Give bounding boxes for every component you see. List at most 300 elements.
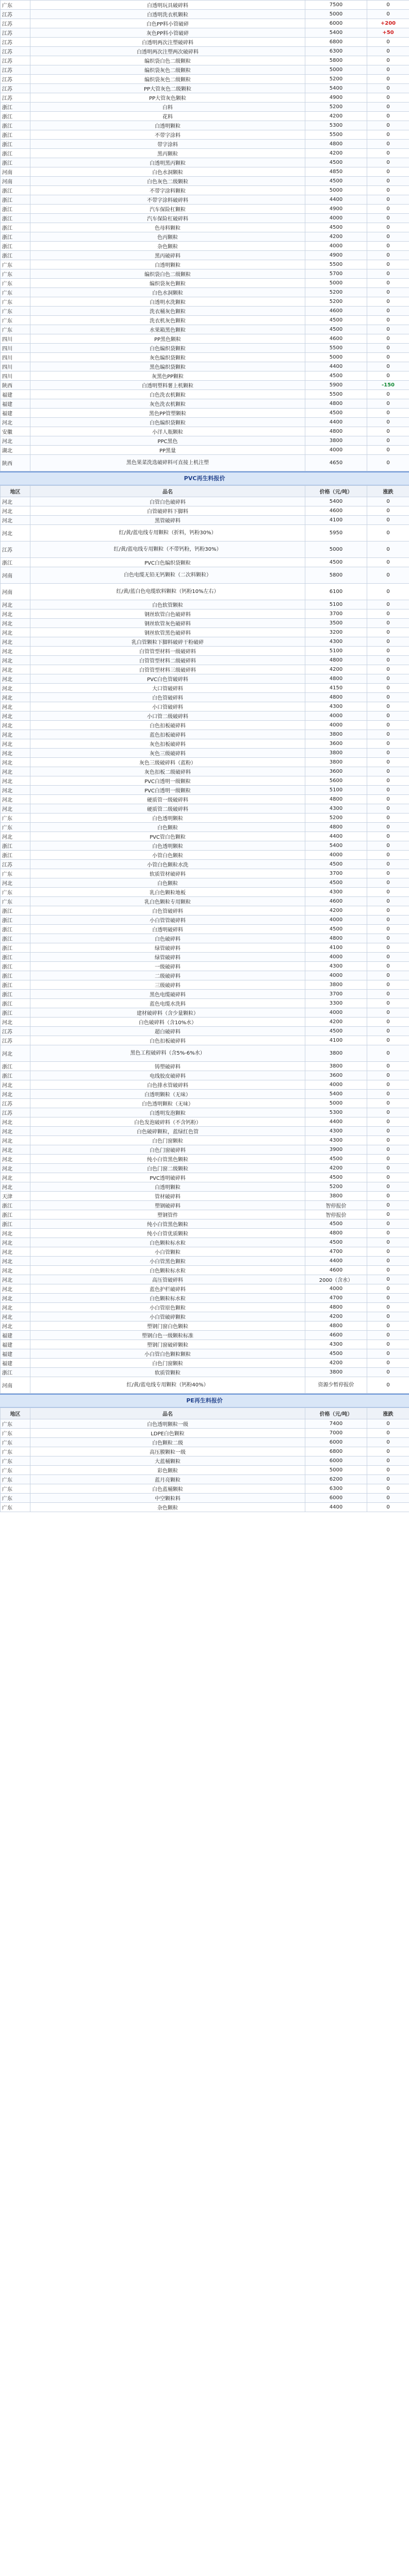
change-cell: 0 — [367, 851, 409, 860]
table-row — [1, 1071, 409, 1080]
material-cell: 黑色电缆破碎料 — [30, 990, 305, 999]
table-row — [1, 1155, 409, 1164]
material-cell: 塑钢白色一级颗粒标准 — [30, 1331, 305, 1340]
price-cell: 4500 — [305, 316, 367, 325]
price-cell: 5200 — [305, 1182, 367, 1192]
table-row — [1, 888, 409, 897]
table-row — [1, 1312, 409, 1321]
change-cell: 0 — [367, 297, 409, 307]
region-cell: 河北 — [1, 730, 30, 739]
price-cell: 4500 — [305, 878, 367, 888]
region-cell: 四川 — [1, 353, 30, 362]
region-cell: 河北 — [1, 1247, 30, 1257]
region-cell: 河北 — [1, 1275, 30, 1284]
price-cell: 4800 — [305, 140, 367, 149]
table-row — [1, 232, 409, 242]
table-row — [1, 980, 409, 990]
region-cell: 江苏 — [1, 1027, 30, 1036]
price-cell: 4000 — [305, 214, 367, 223]
change-cell: 0 — [367, 567, 409, 584]
material-cell: 乳白管颗粒下脚料破碎干粉破碎 — [30, 637, 305, 647]
material-cell: 白透明颗粒 — [30, 1182, 305, 1192]
change-cell: 0 — [367, 316, 409, 325]
material-cell: 软质管颗粒 — [30, 1368, 305, 1377]
table-row — [1, 1062, 409, 1071]
price-cell: 4200 — [305, 232, 367, 242]
price-cell: 5500 — [305, 130, 367, 140]
material-cell: 蓝色电缆水洗料 — [30, 999, 305, 1008]
change-cell: 0 — [367, 711, 409, 721]
region-cell: 河北 — [1, 1229, 30, 1238]
table-row — [1, 1266, 409, 1275]
region-cell: 河北 — [1, 1173, 30, 1182]
region-cell: 江苏 — [1, 65, 30, 75]
material-cell: 小白管原色颗粒 — [30, 1303, 305, 1312]
table-row — [1, 28, 409, 38]
table-row — [1, 1173, 409, 1182]
table-row — [1, 130, 409, 140]
price-table — [0, 0, 409, 471]
material-cell: 黑管破碎料 — [30, 516, 305, 525]
region-cell: 广东 — [1, 297, 30, 307]
region-cell: 江苏 — [1, 28, 30, 38]
material-cell: 白色电缆无铅无钙颗粒（二次料颗粒） — [30, 567, 305, 584]
table-row — [1, 1447, 409, 1456]
change-cell: 0 — [367, 684, 409, 693]
table-row — [1, 739, 409, 749]
material-cell: 白色扣板破碎料 — [30, 721, 305, 730]
table-row — [1, 325, 409, 334]
table-row — [1, 205, 409, 214]
table-row — [1, 1466, 409, 1475]
price-cell: 5400 — [305, 28, 367, 38]
table-row — [1, 1247, 409, 1257]
price-cell: 3900 — [305, 1145, 367, 1155]
price-table — [0, 485, 409, 1394]
material-cell: 白色颗粒标水粒 — [30, 1266, 305, 1275]
region-cell: 河北 — [1, 525, 30, 541]
price-cell: 3700 — [305, 609, 367, 619]
material-cell: 蓝月亮颗粒 — [30, 1475, 305, 1484]
material-cell: 白色管破碎料 — [30, 906, 305, 916]
material-cell: PP黑色颗粒 — [30, 334, 305, 344]
region-cell: 福建 — [1, 1349, 30, 1359]
region-cell: 广东 — [1, 1429, 30, 1438]
table-row — [1, 1229, 409, 1238]
material-cell: PVC白透明一级颗粒 — [30, 786, 305, 795]
change-cell: 0 — [367, 1080, 409, 1090]
change-cell: 0 — [367, 1475, 409, 1484]
material-cell: 杂色颗粒 — [30, 242, 305, 251]
price-cell: 4800 — [305, 934, 367, 943]
region-cell: 河北 — [1, 1303, 30, 1312]
table-row — [1, 953, 409, 962]
table-row — [1, 962, 409, 971]
price-cell: 4300 — [305, 1127, 367, 1136]
material-cell: 白色门窗破碎料 — [30, 1145, 305, 1155]
table-row — [1, 1340, 409, 1349]
change-cell: 0 — [367, 427, 409, 436]
table-row — [1, 693, 409, 702]
region-cell: 福建 — [1, 399, 30, 409]
table-row — [1, 1419, 409, 1429]
change-cell: 0 — [367, 506, 409, 516]
region-cell: 河北 — [1, 1312, 30, 1321]
change-cell: 0 — [367, 242, 409, 251]
change-cell: 0 — [367, 897, 409, 906]
region-cell: 河北 — [1, 721, 30, 730]
price-cell: 4800 — [305, 1321, 367, 1331]
table-row — [1, 721, 409, 730]
region-cell: 广东 — [1, 260, 30, 269]
region-cell: 浙江 — [1, 1062, 30, 1071]
price-cell: 4100 — [305, 1036, 367, 1045]
material-cell: 红/黄/蓝电线专用颗粒（钙粉40%） — [30, 1377, 305, 1394]
region-cell: 浙江 — [1, 223, 30, 232]
price-cell: 5100 — [305, 786, 367, 795]
material-cell: 白色扣板破碎料 — [30, 1036, 305, 1045]
table-row — [1, 619, 409, 628]
material-cell: 黑丙颗粒 — [30, 149, 305, 158]
table-row — [1, 730, 409, 739]
region-cell: 河北 — [1, 418, 30, 427]
table-row — [1, 177, 409, 186]
material-cell: 铸塑破碎料 — [30, 1062, 305, 1071]
material-cell: 白色PP料小管破碎 — [30, 19, 305, 28]
change-cell: 0 — [367, 888, 409, 897]
change-cell: 0 — [367, 1484, 409, 1494]
price-cell: 4150 — [305, 684, 367, 693]
region-cell: 浙江 — [1, 1201, 30, 1210]
material-cell: 色母料颗粒 — [30, 223, 305, 232]
table-row — [1, 674, 409, 684]
change-cell: 0 — [367, 260, 409, 269]
price-cell: 4500 — [305, 371, 367, 381]
change-cell: -150 — [367, 381, 409, 390]
price-cell: 4900 — [305, 205, 367, 214]
price-cell: 3500 — [305, 619, 367, 628]
price-cell: 5200 — [305, 297, 367, 307]
price-cell: 4300 — [305, 702, 367, 711]
table-row — [1, 436, 409, 446]
change-cell: 0 — [367, 205, 409, 214]
material-cell: 白管破碎料下脚料 — [30, 506, 305, 516]
region-cell: 河北 — [1, 506, 30, 516]
change-cell: 0 — [367, 1071, 409, 1080]
region-cell: 浙江 — [1, 1210, 30, 1219]
region-cell: 河南 — [1, 567, 30, 584]
change-cell: 0 — [367, 971, 409, 980]
material-cell: 白透明塑料薯上机颗粒 — [30, 381, 305, 390]
table-row — [1, 878, 409, 888]
region-cell: 河南 — [1, 584, 30, 600]
table-row — [1, 841, 409, 851]
region-cell: 浙江 — [1, 925, 30, 934]
region-cell: 浙江 — [1, 971, 30, 980]
price-cell: 3800 — [305, 749, 367, 758]
section-title: PE再生料报价 — [0, 1394, 409, 1408]
region-cell: 广东 — [1, 888, 30, 897]
material-cell: 绿管破碎料 — [30, 943, 305, 953]
table-row — [1, 1145, 409, 1155]
table-row — [1, 1164, 409, 1173]
change-cell: 0 — [367, 1238, 409, 1247]
change-cell: 0 — [367, 1117, 409, 1127]
change-cell: 0 — [367, 962, 409, 971]
change-cell: 0 — [367, 10, 409, 19]
change-cell: 0 — [367, 584, 409, 600]
material-cell: 小口管破碎料 — [30, 702, 305, 711]
change-cell: 0 — [367, 1438, 409, 1447]
table-row — [1, 860, 409, 869]
change-cell: 0 — [367, 999, 409, 1008]
table-row — [1, 906, 409, 916]
material-cell: 白色透明颗粒一级 — [30, 1419, 305, 1429]
price-cell: 5000 — [305, 541, 367, 558]
region-cell: 江苏 — [1, 10, 30, 19]
material-cell: PVC白色编织袋颗粒 — [30, 558, 305, 567]
table-row — [1, 47, 409, 56]
material-cell: 灰黑色PP颗粒 — [30, 371, 305, 381]
region-cell: 浙江 — [1, 558, 30, 567]
region-cell: 江苏 — [1, 1108, 30, 1117]
material-cell: 纯小白管黑色颗粒 — [30, 1219, 305, 1229]
region-cell: 河北 — [1, 711, 30, 721]
change-cell: 0 — [367, 1018, 409, 1027]
region-cell: 广东 — [1, 1466, 30, 1475]
change-cell: 0 — [367, 362, 409, 371]
region-cell: 陕西 — [1, 455, 30, 471]
change-cell: 0 — [367, 47, 409, 56]
region-cell: 广东 — [1, 1503, 30, 1512]
price-cell: 4700 — [305, 1247, 367, 1257]
material-cell: 白色门窗二级颗粒 — [30, 1164, 305, 1173]
material-cell: 红/黄/蓝电线专用颗粒（不带钙粉，钙粉30%） — [30, 541, 305, 558]
material-cell: 超白破碎料 — [30, 1027, 305, 1036]
price-cell: 4500 — [305, 925, 367, 934]
table-row — [1, 93, 409, 103]
material-cell: 灰色扣板破碎料 — [30, 739, 305, 749]
price-cell: 4500 — [305, 1219, 367, 1229]
region-cell: 河北 — [1, 1266, 30, 1275]
price-cell: 4500 — [305, 1238, 367, 1247]
change-cell: 0 — [367, 1359, 409, 1368]
material-cell: 三级破碎料 — [30, 980, 305, 990]
price-cell: 6800 — [305, 1447, 367, 1456]
region-cell: 浙江 — [1, 214, 30, 223]
price-cell: 3600 — [305, 767, 367, 776]
price-cell: 4400 — [305, 1257, 367, 1266]
price-cell: 5800 — [305, 56, 367, 65]
material-cell: 灰色洗衣机颗粒 — [30, 399, 305, 409]
material-cell: 白透明颗粒 — [30, 260, 305, 269]
region-cell: 浙江 — [1, 242, 30, 251]
table-row — [1, 749, 409, 758]
table-row — [1, 1238, 409, 1247]
change-cell: 0 — [367, 541, 409, 558]
price-cell: 3700 — [305, 990, 367, 999]
material-cell: PVC管白色颗粒 — [30, 832, 305, 841]
price-cell: 3600 — [305, 739, 367, 749]
material-cell: 白色水洞颗粒 — [30, 167, 305, 177]
material-cell: 编织袋白色二级颗粒 — [30, 56, 305, 65]
price-cell: 5900 — [305, 381, 367, 390]
material-cell: 水果箱黑色颗粒 — [30, 325, 305, 334]
table-row — [1, 1321, 409, 1331]
material-cell: 白色门窗颗粒 — [30, 1359, 305, 1368]
price-cell: 4100 — [305, 943, 367, 953]
material-cell: 小白管破碎颗粒 — [30, 1312, 305, 1321]
table-row — [1, 56, 409, 65]
change-cell: 0 — [367, 767, 409, 776]
change-cell: 0 — [367, 251, 409, 260]
material-cell: 纯小白管黑色颗粒 — [30, 1155, 305, 1164]
material-cell: 白透明洗衣机颗粒 — [30, 10, 305, 19]
region-cell: 河北 — [1, 786, 30, 795]
change-cell: 0 — [367, 990, 409, 999]
table-row — [1, 112, 409, 121]
material-cell: 白色透明颗粒（无味） — [30, 1099, 305, 1108]
table-row — [1, 916, 409, 925]
change-cell: 0 — [367, 776, 409, 786]
price-cell: 4000 — [305, 851, 367, 860]
price-cell: 5800 — [305, 567, 367, 584]
region-cell: 广东 — [1, 1438, 30, 1447]
change-cell: 0 — [367, 953, 409, 962]
region-cell: 福建 — [1, 390, 30, 399]
material-cell: 白色水洞颗粒 — [30, 288, 305, 297]
material-cell: 编织袋白色二级颗粒 — [30, 269, 305, 279]
price-cell: 4000 — [305, 971, 367, 980]
price-cell: 3800 — [305, 1368, 367, 1377]
change-cell: 0 — [367, 1257, 409, 1266]
material-cell: 灰色PP料小管破碎 — [30, 28, 305, 38]
table-row — [1, 288, 409, 297]
table-row — [1, 1108, 409, 1117]
change-cell: 0 — [367, 1294, 409, 1303]
material-cell: 白透明水洗颗粒 — [30, 297, 305, 307]
change-cell: 0 — [367, 409, 409, 418]
price-cell: 6100 — [305, 584, 367, 600]
price-cell: 4500 — [305, 558, 367, 567]
region-cell: 河北 — [1, 795, 30, 804]
region-cell: 陕西 — [1, 381, 30, 390]
region-cell: 广东 — [1, 1484, 30, 1494]
price-cell: 5400 — [305, 841, 367, 851]
region-cell: 广东 — [1, 288, 30, 297]
table-row — [1, 186, 409, 195]
material-cell: 白管管型材料二级破碎料 — [30, 656, 305, 665]
price-cell: 5000 — [305, 353, 367, 362]
region-cell: 四川 — [1, 371, 30, 381]
table-row — [1, 316, 409, 325]
price-cell: 4900 — [305, 93, 367, 103]
change-cell: 0 — [367, 1466, 409, 1475]
change-cell: 0 — [367, 804, 409, 814]
table-row — [1, 1275, 409, 1284]
price-cell: 4400 — [305, 195, 367, 205]
price-cell: 3800 — [305, 1062, 367, 1071]
price-cell: 3800 — [305, 758, 367, 767]
change-cell: +200 — [367, 19, 409, 28]
material-cell: 白色颗粒标水粒 — [30, 1294, 305, 1303]
material-cell: 白色破碎料 — [30, 934, 305, 943]
table-row — [1, 260, 409, 269]
change-cell: 0 — [367, 353, 409, 362]
change-cell: 0 — [367, 1164, 409, 1173]
change-cell: 0 — [367, 1331, 409, 1340]
material-cell: 纯小白管优质颗粒 — [30, 1229, 305, 1238]
change-cell: 0 — [367, 334, 409, 344]
price-cell: 4300 — [305, 1136, 367, 1145]
table-row — [1, 242, 409, 251]
material-cell: 白透明玩具破碎料 — [30, 1, 305, 10]
change-cell: 0 — [367, 860, 409, 869]
table-row — [1, 1303, 409, 1312]
table-row — [1, 353, 409, 362]
change-cell: 0 — [367, 130, 409, 140]
region-cell: 河北 — [1, 804, 30, 814]
table-row — [1, 869, 409, 878]
table-row — [1, 1257, 409, 1266]
material-cell: 大口管破碎料 — [30, 684, 305, 693]
price-cell: 4200 — [305, 1312, 367, 1321]
region-cell: 河北 — [1, 878, 30, 888]
material-cell: 灰色三级破碎料（蓝粉） — [30, 758, 305, 767]
region-cell: 河北 — [1, 1018, 30, 1027]
table-row — [1, 371, 409, 381]
change-cell: 0 — [367, 446, 409, 455]
price-cell: 4200 — [305, 1164, 367, 1173]
material-cell: 白透明发泡颗粒 — [30, 1108, 305, 1117]
change-cell: 0 — [367, 1321, 409, 1331]
table-row — [1, 1036, 409, 1045]
price-cell: 4400 — [305, 1503, 367, 1512]
price-cell: 4500 — [305, 1173, 367, 1182]
region-cell: 江苏 — [1, 84, 30, 93]
material-cell: 白色灰色二级颗粒 — [30, 177, 305, 186]
table-row — [1, 786, 409, 795]
material-cell: PP大管灰色颗粒 — [30, 93, 305, 103]
change-cell: 0 — [367, 730, 409, 739]
material-cell: 塑钢管件 — [30, 1210, 305, 1219]
price-cell: 3600 — [305, 1071, 367, 1080]
table-row — [1, 418, 409, 427]
region-cell: 河北 — [1, 1136, 30, 1145]
change-cell: 0 — [367, 1036, 409, 1045]
change-cell: 0 — [367, 436, 409, 446]
change-cell: 0 — [367, 103, 409, 112]
price-cell: 4800 — [305, 674, 367, 684]
change-cell: 0 — [367, 786, 409, 795]
material-cell: 白色洗衣机颗粒 — [30, 390, 305, 399]
header-region: 地区 — [1, 486, 30, 497]
region-cell: 河北 — [1, 684, 30, 693]
price-cell: 4300 — [305, 637, 367, 647]
change-cell: 0 — [367, 307, 409, 316]
change-cell: 0 — [367, 75, 409, 84]
region-cell: 广东 — [1, 316, 30, 325]
table-row — [1, 65, 409, 75]
table-row — [1, 362, 409, 371]
material-cell: 白透明两次注塑两次破碎料 — [30, 47, 305, 56]
region-cell: 浙江 — [1, 149, 30, 158]
material-cell: PPC黑色 — [30, 436, 305, 446]
region-cell: 江苏 — [1, 860, 30, 869]
change-cell: 0 — [367, 841, 409, 851]
table-row — [1, 103, 409, 112]
change-cell: 0 — [367, 1, 409, 10]
